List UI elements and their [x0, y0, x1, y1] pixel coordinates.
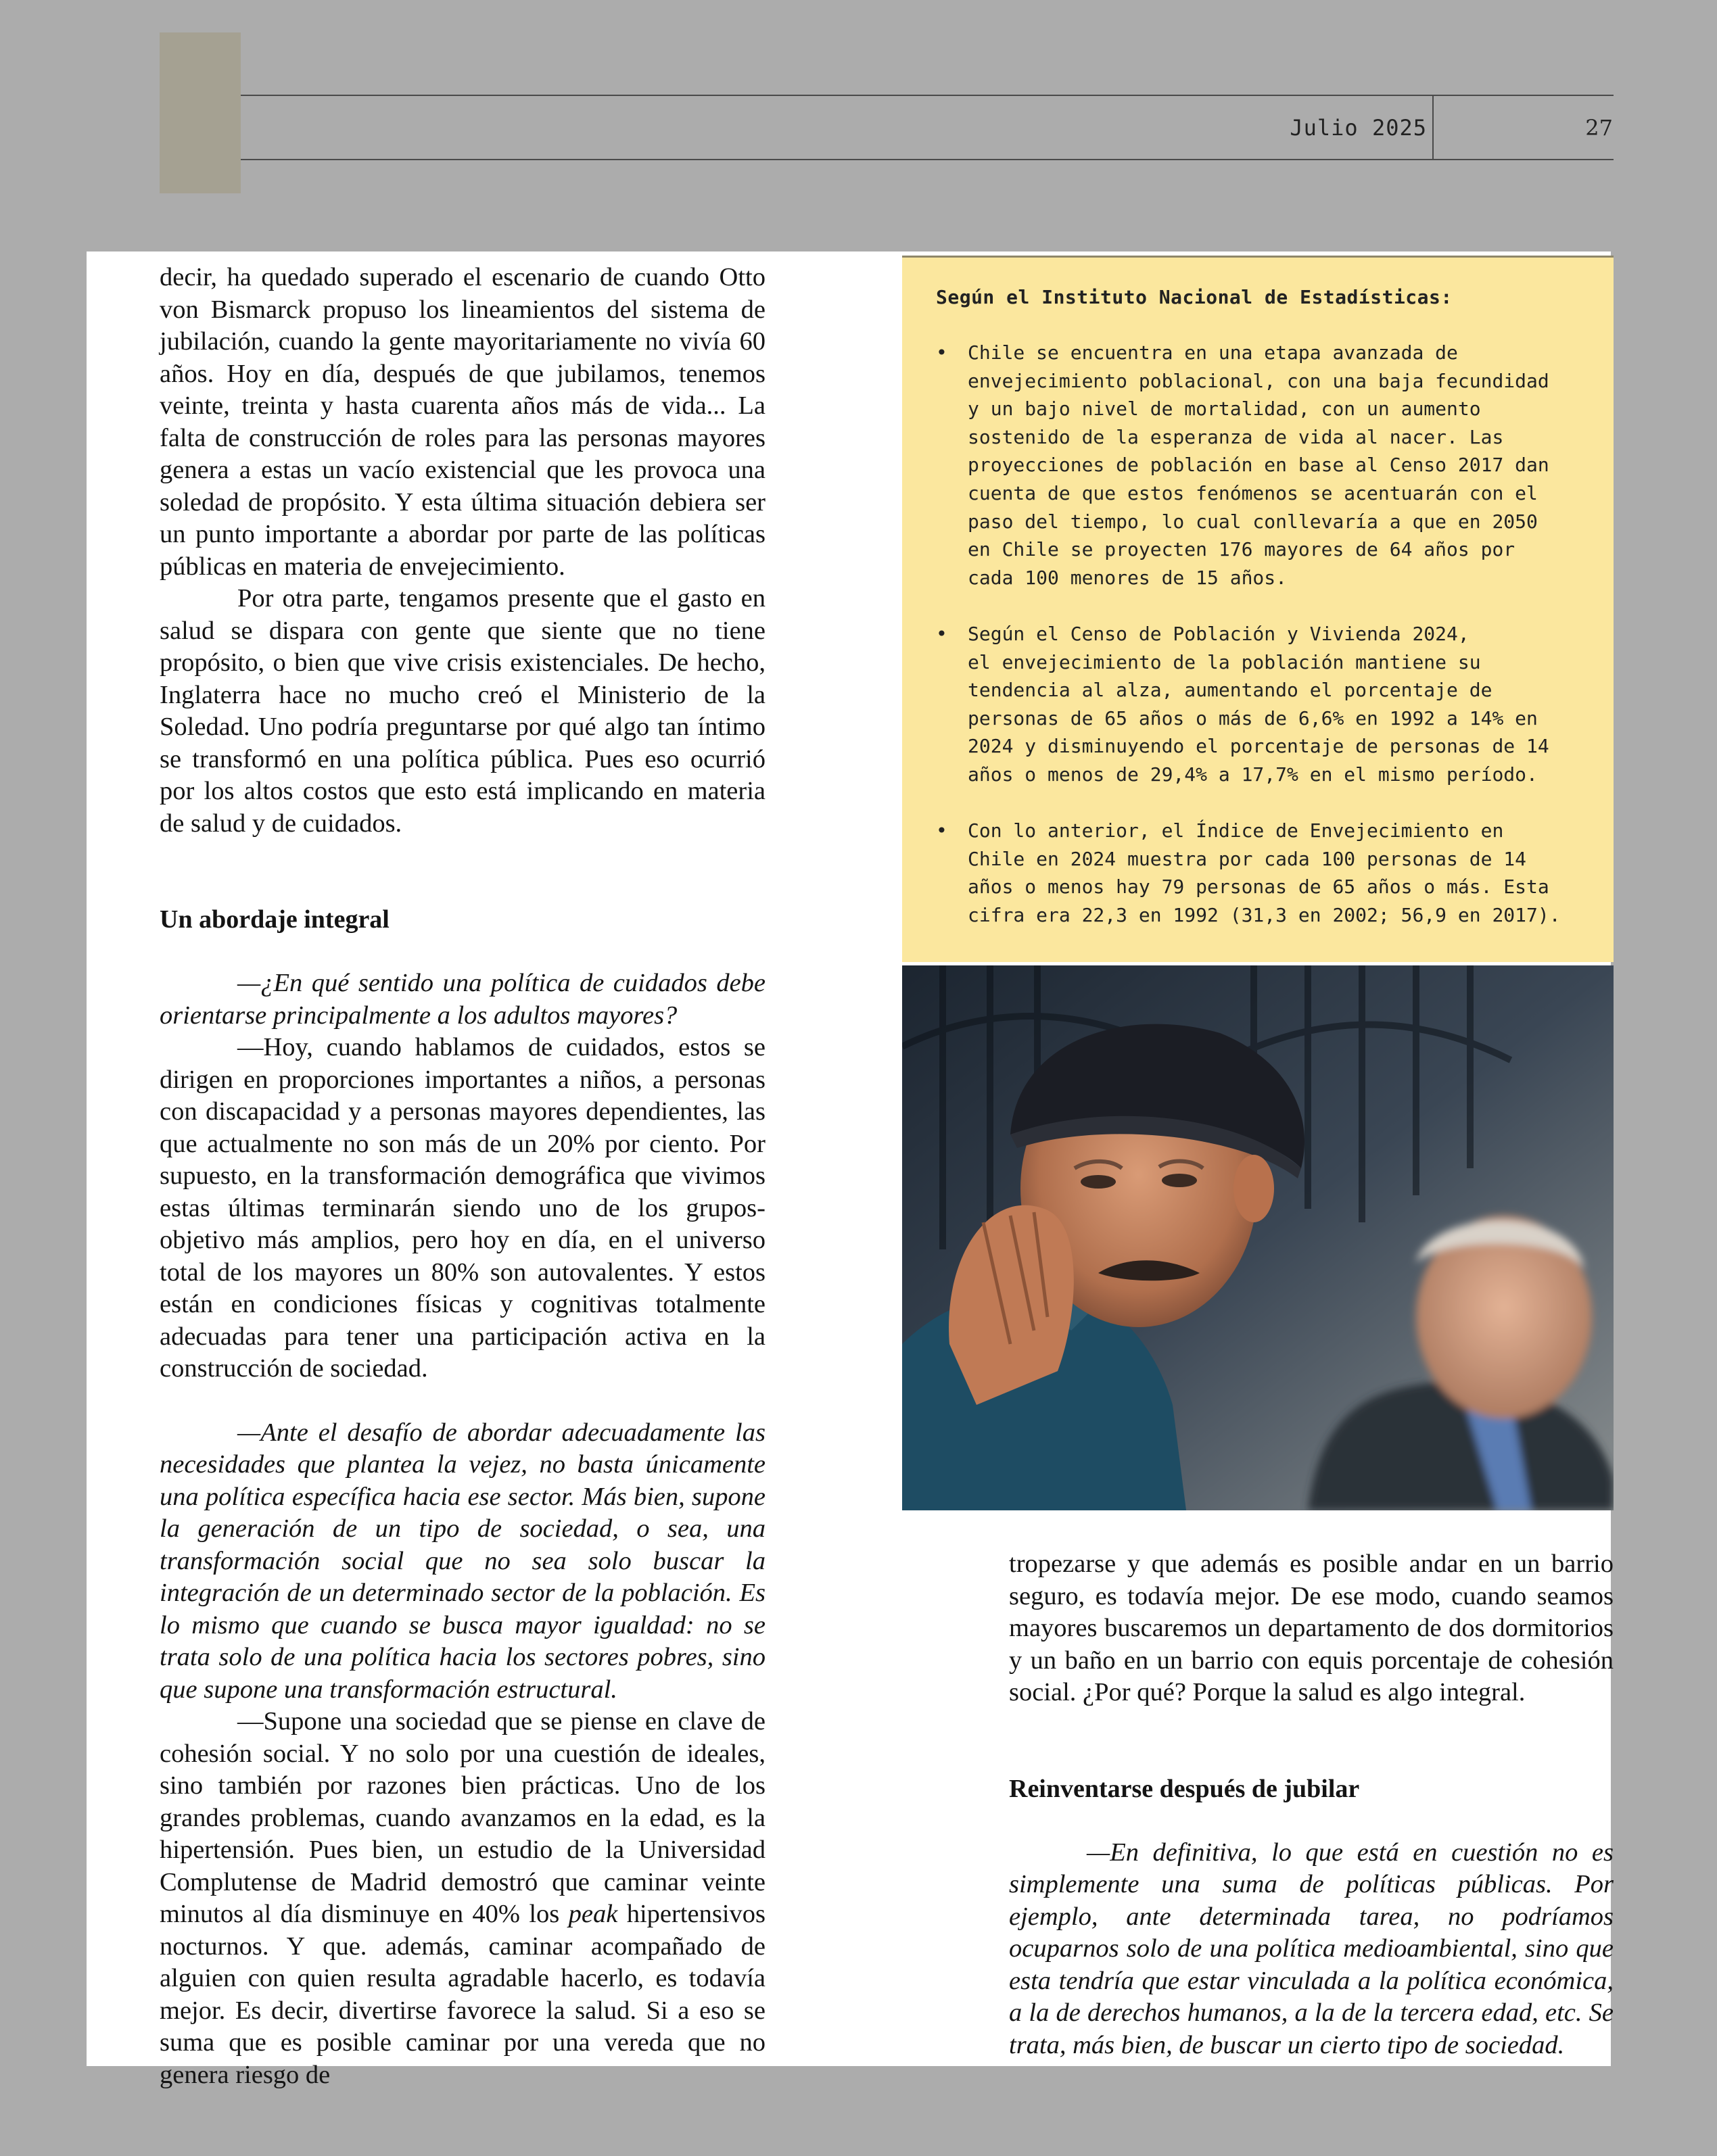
- photo-illustration: [902, 965, 1614, 1510]
- paragraph: decir, ha quedado superado el escenario de cuando Otto von Bismarck propuso los lineamientos del sistema de jubilación, cuando la gente mayoritariamente no vivía 60 años. Hoy en día, después de que jubilamos, tenemos veinte, treinta y hasta cuarenta años más de vida... La falta de construcción de roles para las personas mayores genera a estas un vacío existencial que les provoca una soledad de propósito. Y esta última situación debiera ser un punto importante a abordar por parte de las políticas públicas en materia de envejecimiento.: [160, 263, 766, 581]
- section-heading: Reinventarse después de jubilar: [1009, 1774, 1360, 1803]
- statistics-item: [936, 620, 1585, 789]
- interview-answer: [160, 1706, 766, 2091]
- interview-question: —Ante el desafío de abordar adecuadamente las necesidades que plantea la vejez, no basta únicamente una política específica hacia ese sector. Más bien, supone la generación de un tipo de sociedad, o sea, una transformación social que no sea solo buscar la integración de un determinado sector de la población. Es lo mismo que cuando se busca mayor igualdad: no se trata solo de una política hacia los sectores pobres, sino que supone una transformación estructural.: [160, 1418, 766, 1704]
- interview-question: —En definitiva, lo que está en cuestión no es simplemente una suma de políticas públicas. Por ejemplo, ante determinada tarea, no podríamos ocuparnos solo de una política medioambiental, sino que esta tendría que estar vinculada a la política económica, a la de derechos humanos, a la de la tercera edad, etc. Se trata, más bien, de buscar un cierto tipo de sociedad.: [1009, 1838, 1614, 2059]
- right-column: [1009, 1548, 1614, 2061]
- page-number: 27: [1585, 115, 1613, 141]
- header-rule-top: [241, 95, 1614, 96]
- header-rule-bottom: [241, 159, 1614, 160]
- answer-emphasis: peak: [568, 1900, 618, 1928]
- statistics-item: [936, 339, 1585, 592]
- header-divider: [1432, 95, 1434, 160]
- section-heading: Un abordaje integral: [160, 905, 390, 934]
- bullet-icon: •: [936, 622, 947, 645]
- answer-text: hipertensivos nocturnos. Y que. además, caminar acompañado de alguien con quien resulta agradable hacerlo, es todavía mejor. Es decir, divertirse favorece la salud. Si a eso se suma que es posible caminar por una vereda que no genera riesgo de: [160, 1900, 766, 2089]
- answer-text: —Supone una sociedad que se piense en clave de cohesión social. Y no solo por una cuestión de ideales, sino también por razones bien prácticas. Uno de los grandes problemas, cuando avanzamos en la edad, es la hipertensión. Pues bien, un estudio de la Universidad Complutense de Madrid demostró que caminar veinte minutos al día disminuye en 40% los: [160, 1707, 766, 1928]
- statistics-item: [936, 817, 1585, 929]
- elderly-men-photo: [902, 965, 1614, 1510]
- interview-answer: —Hoy, cuando hablamos de cuidados, estos se dirigen en proporciones importantes a niños, a personas con discapacidad y a personas mayores dependientes, las que actualmente no son más de un 20% por ciento. Por supuesto, en la transformación demográfica que vivimos estas últimas terminarán siendo uno de los grupos-objetivo más amplios, pero hoy en día, en el universo total de los mayores un 80% son autovalentes. Y estos están en condiciones físicas y cognitivas totalmente adecuadas para tener una participación activa en la construcción de sociedad.: [160, 1033, 766, 1383]
- statistics-item-text: Con lo anterior, el Índice de Envejecimiento en Chile en 2024 muestra por cada 100 personas de 14 años o menos hay 79 personas de 65 años o más. Esta cifra era 22,3 en 1992 (31,3 en 2002; 56,9 en 2017).: [968, 819, 1561, 926]
- statistics-list: [936, 339, 1585, 957]
- paragraph: Por otra parte, tengamos presente que el gasto en salud se dispara con gente que siente que no tiene propósito, o bien que vive crisis existenciales. De hecho, Inglaterra hace no mucho creó el Ministerio de la Soledad. Uno podría preguntarse por qué algo tan íntimo se transformó en una política pública. Pues eso ocurrió por los altos costos que esto está implicando en materia de salud y de cuidados.: [160, 584, 766, 838]
- statistics-box-title: Según el Instituto Nacional de Estadísticas:: [936, 286, 1453, 308]
- bullet-icon: •: [936, 341, 947, 364]
- issue-date: Julio 2025: [1290, 115, 1427, 141]
- paragraph: tropezarse y que además es posible andar en un barrio seguro, es todavía mejor. De ese modo, cuando seamos mayores buscaremos un departamento de dos dormitorios y un baño en un barrio con equis porcentaje de cohesión social. ¿Por qué? Porque la salud es algo integral.: [1009, 1550, 1614, 1706]
- left-column: [160, 262, 766, 2091]
- statistics-box: [902, 256, 1614, 962]
- statistics-item-text: Según el Censo de Población y Vivienda 2024, el envejecimiento de la población mantiene su tendencia al alza, aumentando el porcentaje de personas de 65 años o más de 6,6% en 1992 a 14% en 2024 y disminuyendo el porcentaje de personas de 14 años o menos de 29,4% a 17,7% en el mismo período.: [968, 622, 1549, 786]
- header-color-block: [160, 32, 241, 193]
- bullet-icon: •: [936, 819, 947, 842]
- statistics-item-text: Chile se encuentra en una etapa avanzada de envejecimiento poblacional, con una baja fecundidad y un bajo nivel de mortalidad, con un aumento sostenido de la esperanza de vida al nacer. Las proyecciones de población en base al Censo 2017 dan cuenta de que estos fenómenos se acentuarán con el paso del tiempo, lo cual conllevaría a que en 2050 en Chile se proyecten 176 mayores de 64 años por cada 100 menores de 15 años.: [968, 341, 1549, 589]
- interview-question: —¿En qué sentido una política de cuidados debe orientarse principalmente a los adultos mayores?: [160, 969, 766, 1030]
